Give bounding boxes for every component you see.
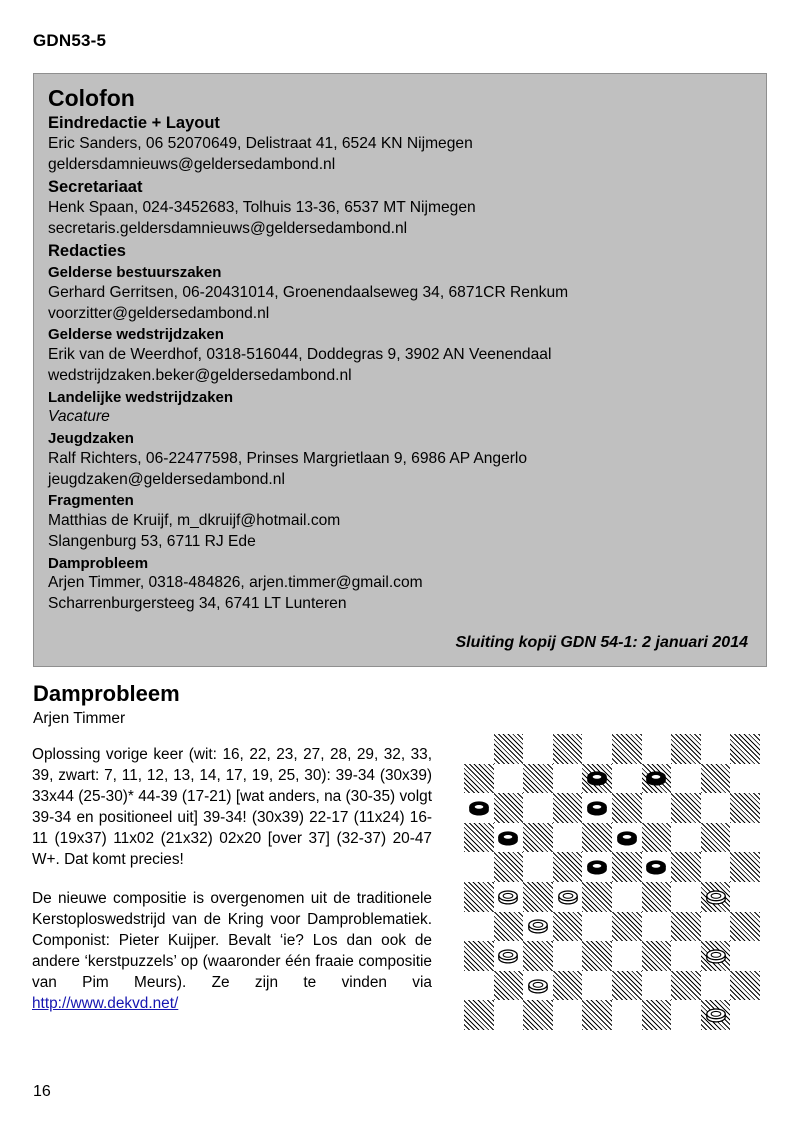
board-square-light: [730, 941, 760, 971]
colofon-line: voorzitter@geldersedambond.nl: [48, 304, 270, 322]
board-square-dark: [642, 882, 672, 912]
board-square-dark: [730, 971, 760, 1001]
board-square-dark: [642, 823, 672, 853]
board-square-dark: [553, 912, 583, 942]
board-square-dark: [730, 852, 760, 882]
board-square-dark: [701, 882, 731, 912]
board-square-dark: [553, 793, 583, 823]
colofon-subheading: Fragmenten: [48, 492, 134, 510]
damprobleem-title: Damprobleem: [33, 681, 180, 706]
document-code: GDN53-5: [33, 31, 107, 50]
white-piece: [497, 885, 520, 908]
colofon-line: Eric Sanders, 06 52070649, Delistraat 41, 6524 KN Nijmegen: [48, 135, 473, 153]
board-square-dark: [701, 764, 731, 794]
board-square-dark: [642, 941, 672, 971]
board-square-dark: [523, 882, 553, 912]
colofon-line: Slangenburg 53, 6711 RJ Ede: [48, 532, 256, 550]
board-square-dark: [642, 1000, 672, 1030]
board-square-dark: [464, 1000, 494, 1030]
board-square-light: [730, 823, 760, 853]
board-square-light: [612, 882, 642, 912]
board-square-light: [701, 734, 731, 764]
colofon-section-heading: Eindredactie + Layout: [48, 113, 220, 132]
colofon-deadline: Sluiting kopij GDN 54-1: 2 januari 2014: [455, 633, 748, 651]
black-piece: [645, 767, 668, 790]
white-piece: [497, 944, 520, 967]
black-piece: [586, 796, 609, 819]
colofon-line: Ralf Richters, 06-22477598, Prinses Margrietlaan 9, 6986 AP Angerlo: [48, 449, 528, 467]
board-square-light: [701, 971, 731, 1001]
colofon-section-heading: Secretariaat: [48, 177, 143, 196]
board-square-light: [523, 793, 553, 823]
board-square-light: [730, 1000, 760, 1030]
board-square-light: [582, 734, 612, 764]
board-square-dark: [642, 764, 672, 794]
white-piece: [704, 1004, 727, 1027]
black-piece: [615, 826, 638, 849]
board-square-light: [523, 852, 553, 882]
board-square-light: [612, 823, 642, 853]
damprobleem-text: [32, 744, 432, 1014]
board-square-light: [494, 764, 524, 794]
board-square-light: [730, 882, 760, 912]
colofon-title: Colofon: [48, 85, 135, 111]
draughts-board: [464, 734, 760, 1030]
board-square-light: [701, 852, 731, 882]
board-square-light: [612, 1000, 642, 1030]
colofon-line: Arjen Timmer, 0318-484826, arjen.timmer@gmail.com: [48, 574, 423, 592]
colofon-line: secretaris.geldersdamnieuws@geldersedambond.nl: [48, 219, 408, 237]
board-square-dark: [582, 764, 612, 794]
board-square-light: [671, 941, 701, 971]
board-square-dark: [494, 971, 524, 1001]
board-square-dark: [671, 734, 701, 764]
board-square-dark: [701, 941, 731, 971]
board-square-dark: [464, 941, 494, 971]
board-square-dark: [701, 823, 731, 853]
board-square-light: [582, 971, 612, 1001]
colofon-subheading: Damprobleem: [48, 554, 149, 572]
board-square-light: [464, 912, 494, 942]
board-square-dark: [582, 882, 612, 912]
white-piece: [556, 885, 579, 908]
board-square-light: [582, 852, 612, 882]
colofon-line: Matthias de Kruijf, m_dkruijf@hotmail.com: [48, 512, 341, 530]
board-square-light: [730, 764, 760, 794]
board-square-light: [582, 912, 612, 942]
board-square-light: [464, 852, 494, 882]
board-square-dark: [523, 823, 553, 853]
board-square-light: [553, 823, 583, 853]
dekvd-link[interactable]: http://www.dekvd.net/: [32, 995, 179, 1013]
board-square-dark: [464, 764, 494, 794]
board-square-dark: [523, 764, 553, 794]
board-square-dark: [612, 793, 642, 823]
board-square-dark: [523, 941, 553, 971]
board-square-dark: [582, 941, 612, 971]
board-square-light: [642, 734, 672, 764]
board-square-dark: [701, 1000, 731, 1030]
board-square-light: [523, 912, 553, 942]
board-square-dark: [612, 912, 642, 942]
board-square-dark: [464, 823, 494, 853]
black-piece: [497, 826, 520, 849]
page-number: 16: [33, 1083, 51, 1100]
composition-paragraph: [32, 888, 432, 1015]
board-square-light: [612, 941, 642, 971]
board-square-dark: [464, 882, 494, 912]
board-square-light: [642, 971, 672, 1001]
white-piece: [704, 885, 727, 908]
board-square-dark: [730, 734, 760, 764]
colofon-subheading: Gelderse wedstrijdzaken: [48, 326, 224, 344]
black-piece: [586, 856, 609, 879]
board-square-light: [494, 941, 524, 971]
board-square-light: [553, 882, 583, 912]
colofon-body: [48, 113, 752, 615]
board-square-dark: [671, 912, 701, 942]
colofon-line: Gerhard Gerritsen, 06-20431014, Groenendaalseweg 34, 6871CR Renkum: [48, 283, 569, 301]
colofon-section-heading: Redacties: [48, 241, 126, 260]
board-square-light: [612, 764, 642, 794]
colofon-line: Scharrenburgersteeg 34, 6741 LT Lunteren: [48, 595, 347, 613]
board-square-dark: [553, 852, 583, 882]
colofon-line: Erik van de Weerdhof, 0318-516044, Doddegras 9, 3902 AN Veenendaal: [48, 346, 552, 364]
white-piece: [526, 974, 549, 997]
colofon-line: geldersdamnieuws@geldersedambond.nl: [48, 155, 336, 173]
board-square-light: [701, 912, 731, 942]
board-square-light: [523, 971, 553, 1001]
board-square-light: [553, 764, 583, 794]
board-square-light: [642, 912, 672, 942]
colofon-subheading: Jeugdzaken: [48, 430, 134, 448]
board-square-light: [671, 823, 701, 853]
solution-paragraph: Oplossing vorige keer (wit: 16, 22, 23, 27, 28, 29, 32, 33, 39, zwart: 7, 11, 12, 13, 14, 17, 19, 25, 30): 39-34 (30x39) 33x44 (25-30)* 44-39 (17-21) [wat anders, na (30-35) volgt 39-34 en positioneel uit] 39-34! (30x39) 22-17 (11x24) 16-11 (19x37) 11x02 (21x32) 02x20 [over 37] (32-37) 20-47 W+. Dat komt precies!: [32, 746, 432, 869]
composition-text: De nieuwe compositie is overgenomen uit de traditionele Kerstoploswedstrijd van de Kring voor Damproblematiek. Componist: Pieter Kuijper. Bevalt ‘ie? Los dan ook de andere ‘kerstpuzzels’ op (waaronder één fraaie compositie van Pim Meurs). Ze zijn te vinden via: [32, 889, 432, 991]
colofon-line: jeugdzaken@geldersedambond.nl: [48, 470, 285, 488]
board-square-dark: [494, 852, 524, 882]
board-square-dark: [494, 734, 524, 764]
board-square-dark: [494, 793, 524, 823]
board-square-dark: [730, 912, 760, 942]
board-square-light: [553, 1000, 583, 1030]
board-square-dark: [730, 793, 760, 823]
board-square-light: [553, 941, 583, 971]
colofon-subheading: Landelijke wedstrijdzaken: [48, 388, 234, 406]
board-square-dark: [612, 971, 642, 1001]
black-piece: [586, 767, 609, 790]
black-piece: [467, 796, 490, 819]
board-square-dark: [612, 852, 642, 882]
board-square-dark: [553, 971, 583, 1001]
board-square-dark: [582, 823, 612, 853]
board-square-light: [523, 734, 553, 764]
colofon-line: Vacature: [48, 408, 110, 426]
board-square-light: [464, 971, 494, 1001]
black-piece: [645, 856, 668, 879]
board-square-dark: [582, 1000, 612, 1030]
colofon-line: Henk Spaan, 024-3452683, Tolhuis 13-36, 6537 MT Nijmegen: [48, 199, 476, 217]
board-square-light: [642, 852, 672, 882]
board-square-light: [494, 1000, 524, 1030]
colofon-subheading: Gelderse bestuurszaken: [48, 264, 222, 281]
board-square-dark: [671, 793, 701, 823]
white-piece: [526, 915, 549, 938]
board-square-light: [671, 882, 701, 912]
board-square-dark: [553, 734, 583, 764]
damprobleem-author: Arjen Timmer: [33, 710, 126, 727]
board-square-light: [494, 823, 524, 853]
board-square-light: [582, 793, 612, 823]
board-square-dark: [494, 912, 524, 942]
colofon-line: wedstrijdzaken.beker@geldersedambond.nl: [48, 366, 352, 384]
board-square-light: [671, 764, 701, 794]
board-square-light: [701, 793, 731, 823]
board-square-dark: [612, 734, 642, 764]
board-square-light: [464, 734, 494, 764]
board-square-light: [494, 882, 524, 912]
board-square-dark: [671, 971, 701, 1001]
board-square-light: [642, 793, 672, 823]
board-square-light: [671, 1000, 701, 1030]
colofon-box: [33, 73, 767, 667]
board-square-dark: [523, 1000, 553, 1030]
board-square-dark: [671, 852, 701, 882]
board-square-light: [464, 793, 494, 823]
white-piece: [704, 944, 727, 967]
